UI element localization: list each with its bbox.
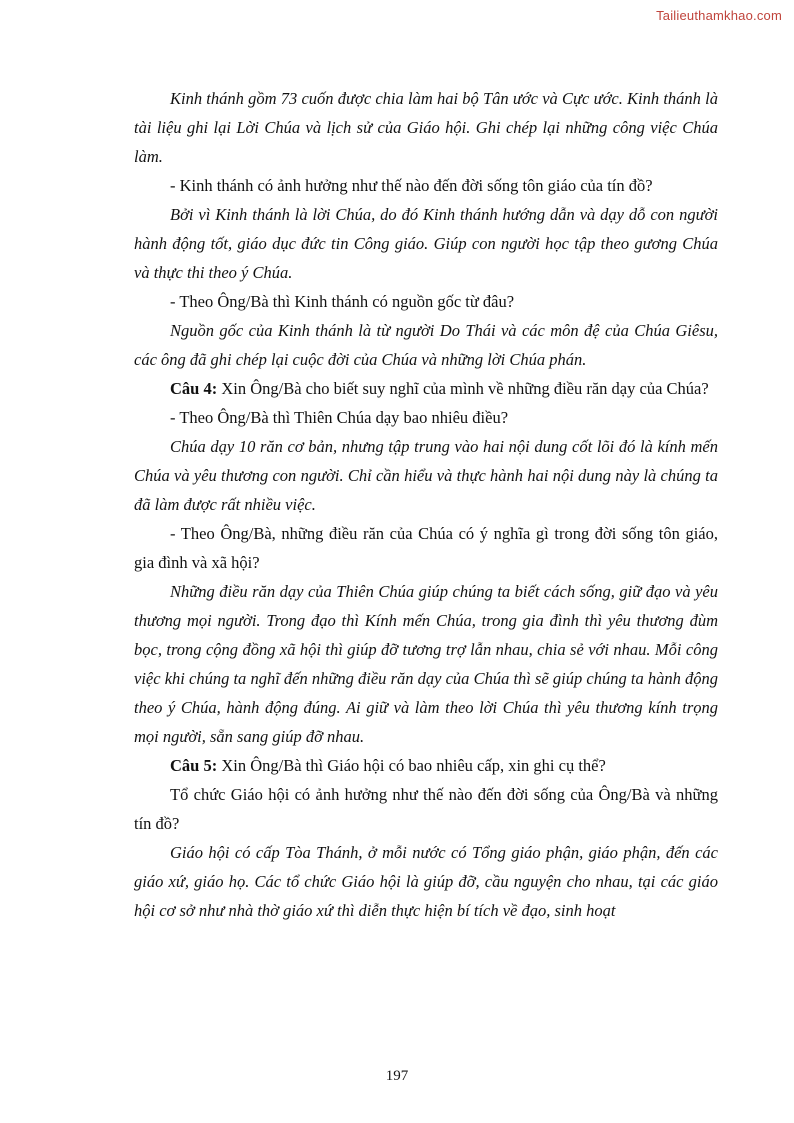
paragraph: Nguồn gốc của Kinh thánh là từ người Do Thái và các môn đệ của Chúa Giêsu, các ông đã ghi chép lại cuộc đời của Chúa và những lời Chúa phán.	[134, 321, 718, 369]
paragraph: Bởi vì Kinh thánh là lời Chúa, do đó Kinh thánh hướng dẫn và dạy dỗ con người hành động tốt, giáo dục đức tin Công giáo. Giúp con người học tập theo gương Chúa và thực thi theo ý Chúa.	[134, 205, 718, 282]
paragraph: - Kinh thánh có ảnh hưởng như thế nào đến đời sống tôn giáo của tín đồ?	[170, 176, 653, 195]
question-label: Câu 5:	[170, 756, 218, 775]
paragraph: Tổ chức Giáo hội có ảnh hưởng như thế nào đến đời sống của Ông/Bà và những tín đồ?	[134, 785, 718, 833]
document-body	[134, 84, 718, 925]
question-label: Câu 4:	[170, 379, 218, 398]
paragraph: Câu 5: Xin Ông/Bà thì Giáo hội có bao nhiêu cấp, xin ghi cụ thể?	[170, 756, 606, 775]
paragraph: Chúa dạy 10 răn cơ bản, nhưng tập trung vào hai nội dung cốt lõi đó là kính mến Chúa và yêu thương con người. Chỉ cần hiểu và thực hành hai nội dung này là chúng ta đã làm được rất nhiều việc.	[134, 437, 718, 514]
site-watermark: Tailieuthamkhao.com	[656, 8, 782, 23]
paragraph: - Theo Ông/Bà thì Thiên Chúa dạy bao nhiêu điều?	[170, 408, 509, 427]
paragraph: - Theo Ông/Bà thì Kinh thánh có nguồn gốc từ đâu?	[170, 292, 515, 311]
paragraph: - Theo Ông/Bà, những điều răn của Chúa có ý nghĩa gì trong đời sống tôn giáo, gia đình và xã hội?	[134, 524, 718, 572]
paragraph: Kinh thánh gồm 73 cuốn được chia làm hai bộ Tân ước và Cực ước. Kinh thánh là tài liệu ghi lại Lời Chúa và lịch sử của Giáo hội. Ghi chép lại những công việc Chúa làm.	[134, 89, 718, 166]
paragraph: Giáo hội có cấp Tòa Thánh, ở mỗi nước có Tổng giáo phận, giáo phận, đến các giáo xứ, giáo họ. Các tổ chức Giáo hội là giúp đỡ, cầu nguyện cho nhau, tại các giáo hội cơ sở như nhà thờ giáo xứ thì diễn thực hiện bí tích về đạo, sinh hoạt	[134, 843, 718, 920]
paragraph: Câu 4: Xin Ông/Bà cho biết suy nghĩ của mình về những điều răn dạy của Chúa?	[170, 379, 709, 398]
paragraph: Những điều răn dạy của Thiên Chúa giúp chúng ta biết cách sống, giữ đạo và yêu thương mọi người. Trong đạo thì Kính mến Chúa, trong gia đình thì yêu thương đùm bọc, trong cộng đồng xã hội thì giúp đỡ tương trợ lẫn nhau, chia sẻ với nhau. Mỗi công việc khi chúng ta nghĩ đến những điều răn dạy của Chúa thì sẽ giúp chúng ta hành động theo ý Chúa, hành động đúng. Ai giữ và làm theo lời Chúa thì yêu thương kính trọng mọi người, sẵn sang giúp đỡ nhau.	[134, 582, 718, 746]
page-number: 197	[385, 1068, 409, 1084]
